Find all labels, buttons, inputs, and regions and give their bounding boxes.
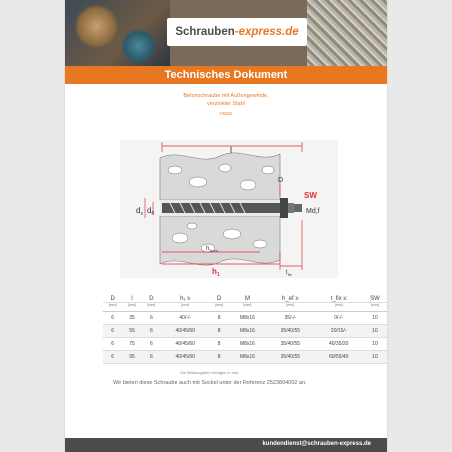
table-cell: 40/45/60 bbox=[161, 338, 209, 351]
table-cell: 35/40/55 bbox=[266, 338, 314, 351]
label-h1: $h_1$ bbox=[212, 267, 220, 278]
table-header-cell: h_ef ≥ bbox=[266, 292, 314, 303]
table-cell: 0/-/- bbox=[315, 312, 363, 325]
table-header-cell: l bbox=[122, 292, 141, 303]
table-cell: 10 bbox=[363, 338, 387, 351]
table-cell: 6 bbox=[103, 312, 122, 325]
table-unit-row bbox=[103, 303, 387, 312]
reference-note: Wir bieten diese Schraube auch mit Sockel unter der Referenz 2523804002 an. bbox=[113, 380, 307, 386]
table-cell: 8 bbox=[209, 312, 228, 325]
product-name-line1: Betonschraube mit Außengewinde, bbox=[183, 93, 269, 99]
table-cell: 10 bbox=[363, 312, 387, 325]
table-header-cell: D bbox=[142, 292, 161, 303]
table-unit-cell: [mm] bbox=[209, 303, 228, 312]
table-cell: 35/-/- bbox=[266, 312, 314, 325]
product-code: V5202 bbox=[219, 111, 233, 116]
label-mdf: Md,f bbox=[306, 208, 320, 215]
table-cell: M8x16 bbox=[229, 325, 266, 338]
table-cell: 6 bbox=[142, 338, 161, 351]
table-cell: 10 bbox=[363, 351, 387, 364]
table-cell: 35/40/55 bbox=[266, 325, 314, 338]
table-header-row bbox=[103, 292, 387, 303]
table-cell: 35 bbox=[122, 312, 141, 325]
table-cell: 75 bbox=[122, 338, 141, 351]
label-ds: $d_s$ bbox=[136, 206, 143, 217]
document-page bbox=[65, 0, 387, 452]
table-cell: M8x16 bbox=[229, 338, 266, 351]
table-cell: M8x16 bbox=[229, 351, 266, 364]
table-cell: 8 bbox=[209, 351, 228, 364]
table-cell: 10 bbox=[363, 325, 387, 338]
table-unit-cell: [mm] bbox=[266, 303, 314, 312]
units-note: Die Maßangaben erfolgen in mm. bbox=[180, 370, 240, 375]
table-header-cell: D bbox=[209, 292, 228, 303]
specification-table bbox=[103, 292, 387, 364]
table-cell: 40/-/- bbox=[161, 312, 209, 325]
screws-photo bbox=[307, 0, 387, 66]
header-image bbox=[65, 0, 387, 66]
table-row bbox=[103, 312, 387, 325]
table-cell: 20/15/- bbox=[315, 325, 363, 338]
footer-bar bbox=[65, 438, 387, 452]
table-cell: 40/45/60 bbox=[161, 351, 209, 364]
customer-service-email[interactable]: kundendienst@schrauben-express.de bbox=[262, 441, 371, 447]
table-cell: M8x16 bbox=[229, 312, 266, 325]
label-sw: SW bbox=[304, 191, 317, 200]
table-header-cell: SW bbox=[363, 292, 387, 303]
table-cell: 95 bbox=[122, 351, 141, 364]
table-row bbox=[103, 325, 387, 338]
table-cell: 40/35/20 bbox=[315, 338, 363, 351]
table-unit-cell: [mm] bbox=[122, 303, 141, 312]
table-unit-cell: [mm] bbox=[363, 303, 387, 312]
table-cell: 8 bbox=[209, 325, 228, 338]
table-unit-cell: [mm] bbox=[229, 303, 266, 312]
table-row bbox=[103, 338, 387, 351]
table-cell: 6 bbox=[103, 338, 122, 351]
document-title-banner bbox=[65, 66, 387, 84]
table-unit-cell: [mm] bbox=[315, 303, 363, 312]
document-title: Technisches Dokument bbox=[164, 69, 288, 81]
label-tfix: $t_{fix}$ bbox=[286, 270, 292, 277]
table-cell: 6 bbox=[142, 325, 161, 338]
label-d: D bbox=[278, 177, 284, 184]
table-cell: 35/40/55 bbox=[266, 351, 314, 364]
label-d0: $d_0$ bbox=[147, 206, 155, 217]
table-header-cell: h₁ ≥ bbox=[161, 292, 209, 303]
table-unit-cell: [mm] bbox=[103, 303, 122, 312]
tools-photo bbox=[65, 0, 170, 66]
table-cell: 6 bbox=[142, 312, 161, 325]
table-header-cell: M bbox=[229, 292, 266, 303]
table-cell: 6 bbox=[142, 351, 161, 364]
table-cell: 55 bbox=[122, 325, 141, 338]
table-cell: 6 bbox=[103, 351, 122, 364]
product-name-line2: verzinkter Stahl bbox=[207, 101, 245, 107]
table-header-cell: t_fix ≤ bbox=[315, 292, 363, 303]
table-unit-cell: [mm] bbox=[142, 303, 161, 312]
table-unit-cell: [mm] bbox=[161, 303, 209, 312]
brand-logo bbox=[167, 18, 307, 46]
table-cell: 40/45/60 bbox=[161, 325, 209, 338]
table-row bbox=[103, 351, 387, 364]
label-length: l bbox=[230, 145, 232, 155]
technical-drawing bbox=[120, 140, 338, 278]
table-header-cell: D bbox=[103, 292, 122, 303]
table-cell: 8 bbox=[209, 338, 228, 351]
table-cell: 60/55/40 bbox=[315, 351, 363, 364]
brand-name-part2: -express.de bbox=[234, 26, 299, 38]
label-hnom: $h_{Nom}$ bbox=[206, 246, 218, 253]
brand-name-part1: Schrauben bbox=[175, 26, 235, 38]
table-cell: 6 bbox=[103, 325, 122, 338]
